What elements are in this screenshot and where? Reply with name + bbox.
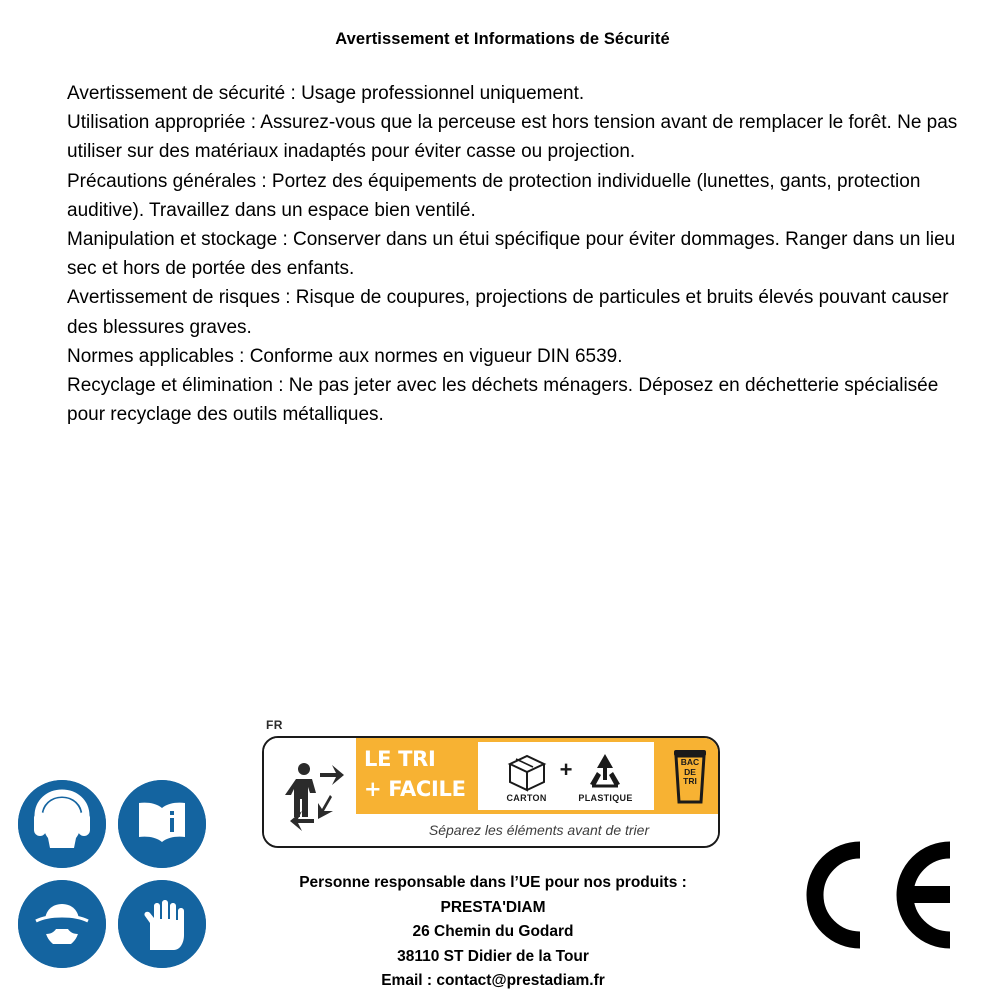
material-plastique (578, 750, 632, 803)
paragraph-safety-warning: Avertissement de sécurité : Usage professionnel uniquement. (67, 83, 585, 104)
triman-materials-panel (478, 742, 654, 810)
triman-slogan-line2: + FACILE (364, 777, 466, 801)
triman-bin-caption (662, 758, 718, 787)
responsible-company: PRESTA'DIAM (440, 898, 546, 916)
triman-bin-line3: TRI (683, 776, 697, 786)
eu-responsible-person-block (233, 871, 753, 994)
responsible-heading-suffix: pour nos produits : (540, 874, 687, 891)
triman-bin-icon (662, 744, 718, 808)
triman-bin-line1: BAC (680, 757, 700, 767)
paragraph-risk-warning: Avertissement de risques : Risque de coupures, projections de particules et bruits élevés pouvant causer des blessures graves. (67, 287, 949, 338)
triman-card (262, 736, 720, 848)
paragraph-handling-storage: Manipulation et stockage : Conserver dans un étui spécifique pour éviter dommages. Ranger dans un lieu sec et hors de portée des enfants. (67, 229, 956, 280)
triman-logo-icon (264, 738, 356, 846)
responsible-city: 38110 ST Didier de la Tour (397, 947, 589, 965)
plastic-recycle-icon (578, 750, 632, 792)
responsible-email: Email : contact@prestadiam.fr (381, 972, 605, 989)
ce-marking-icon (798, 840, 958, 950)
page-title: Avertissement et Informations de Sécurité (335, 30, 670, 48)
material-plastique-label: PLASTIQUE (578, 792, 633, 803)
responsible-address: 26 Chemin du Godard (412, 923, 574, 940)
triman-bin-line2: DE (684, 766, 696, 777)
read-manual-icon (118, 780, 206, 868)
mandatory-pictogram-group (18, 780, 218, 980)
carton-box-icon (500, 750, 554, 792)
paragraph-applicable-standards: Normes applicables : Conforme aux normes en vigueur DIN 6539. (67, 345, 623, 367)
material-carton-label: CARTON (506, 792, 547, 803)
responsible-heading (233, 871, 753, 896)
safety-information-text (67, 79, 962, 429)
responsible-heading-eu: UE (518, 874, 541, 891)
material-carton (500, 750, 554, 803)
triman-footer-text: Séparez les éléments avant de trier (356, 814, 720, 846)
triman-recycling-label (262, 718, 724, 853)
paragraph-recycling-disposal: Recyclage et élimination : Ne pas jeter avec les déchets ménagers. Déposez en déchetterie spécialisée pour recyclage des outils métalliques. (67, 375, 939, 426)
hand-protection-icon (118, 880, 206, 968)
paragraph-general-precautions: Précautions générales : Portez des équipements de protection individuelle (lunettes, gants, protection auditive). Travaillez dans un espace bien ventilé. (67, 170, 921, 221)
triman-slogan-line1: LE TRI (364, 747, 436, 771)
eye-protection-icon (18, 880, 106, 968)
triman-language-tag: FR (266, 718, 283, 732)
ear-protection-icon (18, 780, 106, 868)
materials-separator: + (559, 757, 573, 782)
paragraph-appropriate-use: Utilisation appropriée : Assurez-vous que la perceuse est hors tension avant de remplacer le forêt. Ne pas utiliser sur des matériaux inadaptés pour éviter casse ou projection. (67, 112, 958, 163)
triman-slogan (364, 744, 474, 808)
responsible-heading-prefix: Personne responsable dans l’ (299, 874, 519, 891)
